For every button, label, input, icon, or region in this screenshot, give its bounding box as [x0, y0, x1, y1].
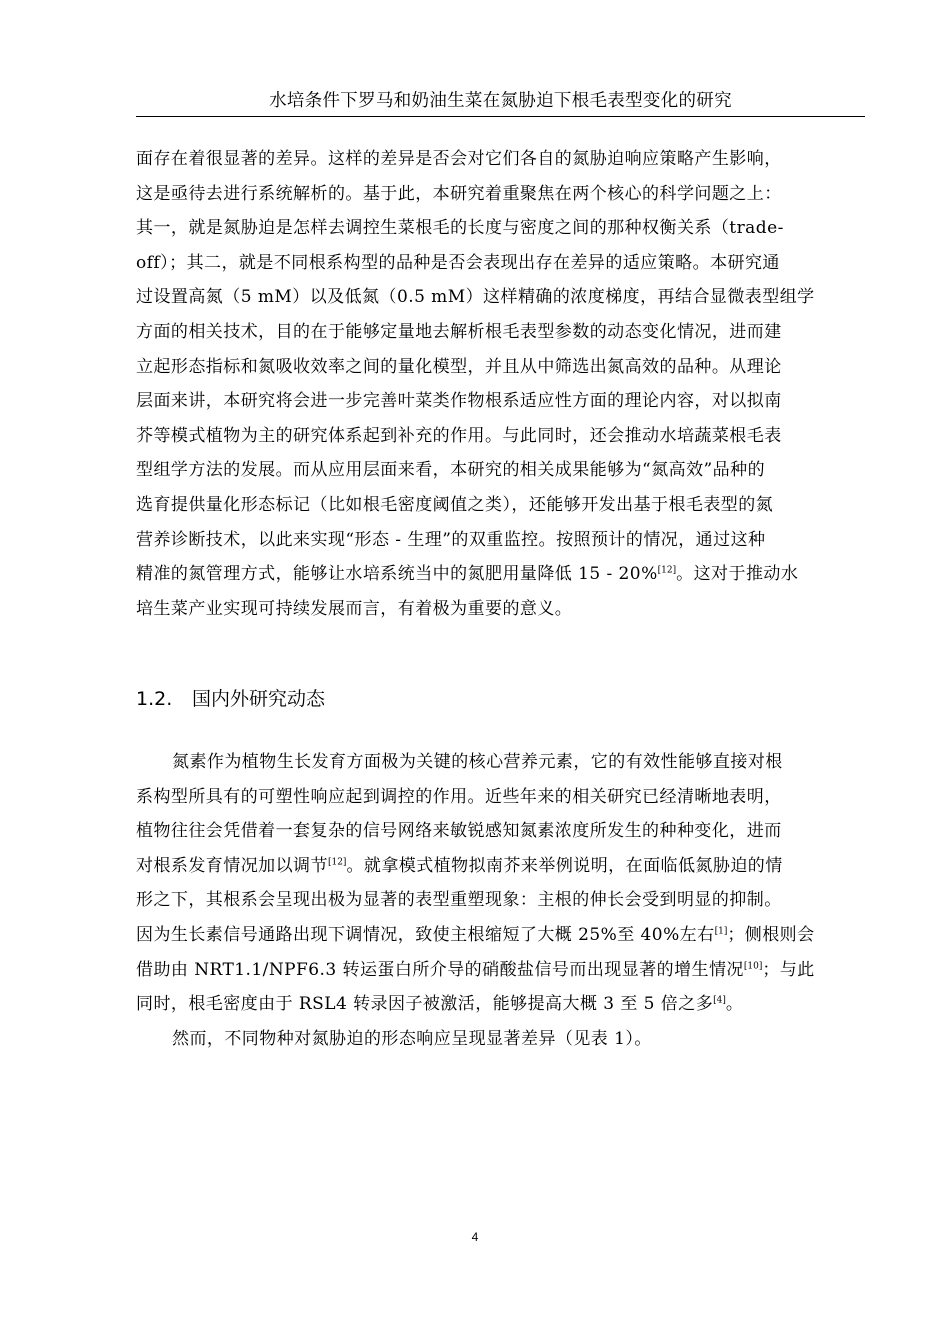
running-header: 水培条件下罗马和奶油生菜在氮胁迫下根毛表型变化的研究: [136, 88, 865, 117]
text-line: 面存在着很显著的差异。这样的差异是否会对它们各自的氮胁迫响应策略产生影响，: [136, 149, 782, 169]
text-line: 形之下，其根系会呈现出极为显著的表型重塑现象：主根的伸长会受到明显的抑制。: [136, 890, 782, 911]
paragraph-research-status: [136, 745, 852, 1056]
text-line: 型组学方法的发展。而从应用层面来看，本研究的相关成果能够为“氮高效”品种的: [136, 460, 766, 481]
text-line: 芥等模式植物为主的研究体系起到补充的作用。与此同时，还会推动水培蔬菜根毛表: [136, 425, 782, 446]
text-line: 过设置高氮（5 mM）以及低氮（0.5 mM）这样精确的浓度梯度，再结合显微表型组学: [136, 287, 815, 308]
text-line: 层面来讲，本研究将会进一步完善叶菜类作物根系适应性方面的理论内容，对以拟南: [136, 391, 782, 412]
page-number: 4: [471, 1230, 479, 1244]
section-number: 1.2.: [136, 688, 173, 710]
text-span: 同时，根毛密度由于 RSL4 转录因子被激活，能够提高大概 3 至 5 倍之多: [136, 994, 714, 1015]
text-line: 选育提供量化形态标记（比如根毛密度阈值之类），还能够开发出基于根毛表型的氮: [136, 494, 774, 515]
text-span: 因为生长素信号通路出现下调情况，致使主根缩短了大概 25%至 40%左右: [136, 924, 715, 945]
text-line: 营养诊断技术，以此来实现“形态 - 生理”的双重监控。按照预计的情况，通过这种: [136, 529, 766, 550]
text-line: 这是亟待去进行系统解析的。基于此，本研究着重聚焦在两个核心的科学问题之上：: [136, 183, 782, 204]
text-line: 其一，就是氮胁迫是怎样去调控生菜根毛的长度与密度之间的那种权衡关系（trade-: [136, 218, 784, 239]
text-line: 培生菜产业实现可持续发展而言，有着极为重要的意义。: [136, 598, 573, 619]
paragraph-significance: [136, 142, 852, 626]
text-line: 方面的相关技术，目的在于能够定量地去解析根毛表型参数的动态变化情况，进而建: [136, 321, 782, 342]
citation-ref: [12]: [327, 857, 347, 868]
section-heading: [136, 685, 325, 713]
text-span: 借助由 NRT1.1/NPF6.3 转运蛋白所介导的硝酸盐信号而出现显著的增生情况: [136, 959, 744, 980]
text-line: [136, 987, 852, 1022]
text-span: 。就拿模式植物拟南芥来举例说明，在面临低氮胁迫的情: [346, 855, 783, 876]
text-line: [136, 918, 852, 953]
text-line: 然而，不同物种对氮胁迫的形态响应呈现显著差异（见表 1）。: [172, 1028, 652, 1049]
citation-ref: [10]: [743, 960, 763, 971]
text-line: 系构型所具有的可塑性响应起到调控的作用。近些年来的相关研究已经清晰地表明，: [136, 786, 782, 807]
text-line: [136, 953, 852, 988]
text-span: 精准的氮管理方式，能够让水培系统当中的氮肥用量降低 15 - 20%: [136, 564, 658, 585]
citation-ref: [4]: [713, 995, 726, 1006]
text-line: 立起形态指标和氮吸收效率之间的量化模型，并且从中筛选出氮高效的品种。从理论: [136, 356, 782, 377]
text-span: 。这对于推动水: [676, 564, 799, 585]
text-line: [136, 557, 852, 592]
text-span: 。: [725, 994, 744, 1015]
section-title: 国内外研究动态: [192, 688, 326, 710]
text-line: 植物往往会凭借着一套复杂的信号网络来敏锐感知氮素浓度所发生的种种变化，进而: [136, 821, 782, 842]
citation-ref: [1]: [714, 926, 728, 937]
text-span: ；侧根则会: [727, 924, 815, 945]
text-span: ；与此: [762, 959, 815, 980]
text-span: 对根系发育情况加以调节: [136, 855, 328, 876]
text-line: [136, 849, 852, 884]
citation-ref: [12]: [657, 565, 677, 576]
text-line: 氮素作为植物生长发育方面极为关键的核心营养元素，它的有效性能够直接对根: [172, 752, 783, 772]
text-line: off）；其二，就是不同根系构型的品种是否会表现出存在差异的适应策略。本研究通: [136, 252, 780, 273]
